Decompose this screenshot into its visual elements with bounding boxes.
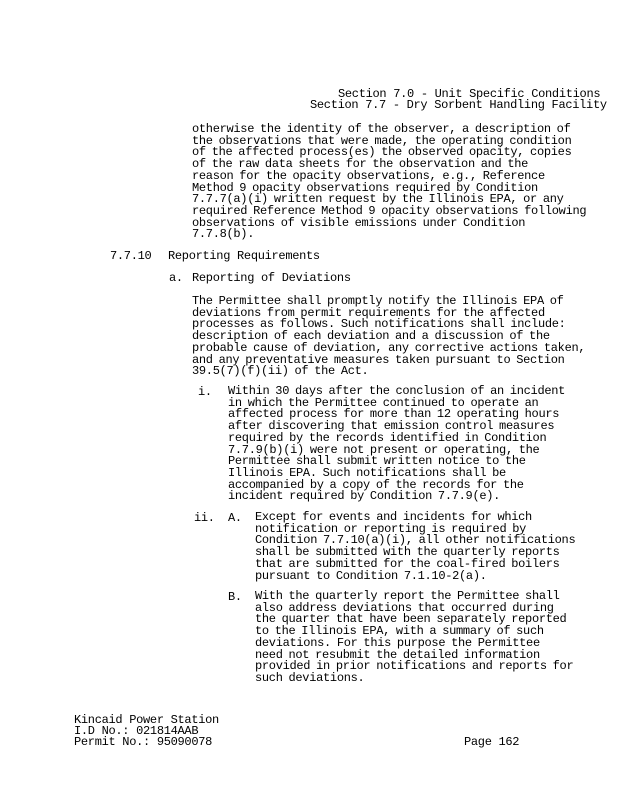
item-ii-a-label: A.: [228, 511, 242, 525]
text-line: such deviations.: [255, 670, 365, 685]
header-line-2: Section 7.7 - Dry Sorbent Handling Facility: [310, 98, 607, 112]
text-line: in which the Permittee continued to operate an: [228, 395, 539, 410]
text-line: 7.7.7(a)(i) written request by the Illinois EPA, or any: [192, 192, 564, 207]
footer-id-no: I.D No.: 021814AAB: [74, 724, 199, 738]
text-line: Method 9 opacity observations required by Condition: [192, 180, 538, 195]
text-line: also address deviations that occurred during: [255, 600, 554, 615]
text-line: deviations. For this purpose the Permittee: [255, 635, 540, 650]
text-line: Except for events and incidents for which: [255, 510, 532, 524]
item-ii-b-paragraph: [255, 589, 574, 685]
item-ii-b-label: B.: [228, 590, 242, 604]
footer-permit-no: Permit No.: 95090078: [74, 735, 213, 749]
text-line: to the Illinois EPA, with a summary of such: [255, 624, 544, 639]
text-line: shall be submitted with the quarterly reports: [255, 545, 560, 560]
text-line: observations of visible emissions under Condition: [192, 215, 526, 230]
text-line: deviations from permit requirements for the affected: [192, 305, 545, 320]
item-a-paragraph: [192, 294, 586, 379]
text-line: Illinois EPA. Such notifications shall be: [228, 465, 506, 480]
text-line: The Permittee shall promptly notify the Illinois EPA of: [192, 294, 564, 308]
text-line: of the affected process(es) the observed opacity, copies: [192, 145, 572, 160]
footer-facility: Kincaid Power Station: [74, 713, 219, 727]
item-ii-label: ii.: [194, 511, 215, 525]
section-number: 7.7.10: [110, 249, 152, 263]
text-line: accompanied by a copy of the records for the: [228, 477, 524, 492]
text-line: the observations that were made, the operating condition: [192, 133, 572, 148]
text-line: incident required by Condition 7.7.9(e).: [228, 489, 501, 504]
text-line: With the quarterly report the Permittee shall: [255, 589, 560, 603]
footer-page-number: Page 162: [464, 735, 520, 749]
text-line: Permittee shall submit written notice to the: [228, 454, 526, 469]
header-line-1: Section 7.0 - Unit Specific Conditions: [338, 87, 601, 101]
text-line: of the raw data sheets for the observation and the: [192, 157, 529, 172]
item-i-paragraph: [228, 386, 568, 503]
text-line: affected process for more than 12 operating hours: [228, 407, 560, 422]
text-line: need not resubmit the detailed information: [255, 647, 540, 662]
text-line: probable cause of deviation, any corrective actions taken,: [192, 340, 586, 355]
text-line: and any preventative measures taken pursuant to Section: [192, 352, 565, 367]
text-line: 7.7.9(b)(i) were not present or operating, the: [228, 442, 540, 457]
text-line: that are submitted for the coal-fired boilers: [255, 556, 560, 571]
section-title: Reporting Requirements: [168, 249, 320, 263]
item-i-label: i.: [198, 385, 212, 399]
text-line: pursuant to Condition 7.1.10-2(a).: [255, 568, 487, 583]
item-ii-a-paragraph: [255, 510, 576, 583]
text-line: after discovering that emission control measures: [228, 419, 555, 434]
text-line: the quarter that have been separately reported: [255, 612, 567, 627]
text-line: Condition 7.7.10(a)(i), all other notifications: [255, 533, 576, 548]
text-line: otherwise the identity of the observer, a description of: [192, 122, 571, 136]
text-line: required Reference Method 9 opacity observations following: [192, 203, 587, 218]
item-a-label: a.: [169, 271, 183, 285]
text-line: processes as follows. Such notifications shall include:: [192, 317, 566, 332]
text-line: Within 30 days after the conclusion of an incident: [228, 384, 566, 398]
text-line: provided in prior notifications and reports for: [255, 659, 574, 674]
text-line: 39.5(7)(f)(ii) of the Act.: [192, 364, 369, 379]
text-line: reason for the opacity observations, e.g., Reference: [192, 168, 545, 183]
text-line: 7.7.8(b).: [192, 227, 255, 242]
text-line: description of each deviation and a discussion of the: [192, 329, 550, 344]
item-a-title: Reporting of Deviations: [192, 271, 351, 285]
text-line: notification or reporting is required by: [255, 521, 527, 536]
text-line: required by the records identified in Condition: [228, 430, 547, 445]
continuation-paragraph: [192, 122, 587, 242]
